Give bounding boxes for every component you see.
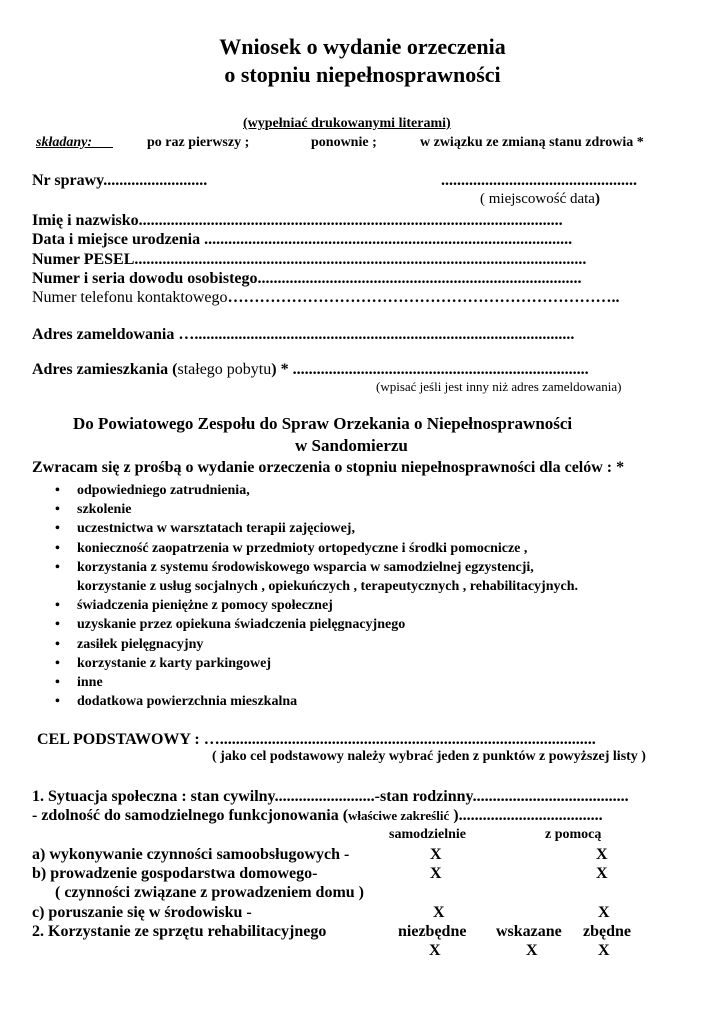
pesel-field: Numer PESEL................................................................................................................. — [32, 251, 587, 268]
col-with-help: z pomocą — [545, 827, 602, 842]
residence-note: (wpisać jeśli jest inny niż adres zameldowania) — [376, 379, 622, 394]
list-item: • konieczność zaopatrzenia w przedmioty ortopedyczne i środki pomocnicze , — [52, 539, 578, 558]
self-functioning-line: - zdolność do samodzielnego funkcjonowania (właściwe zakreślić ).................................... — [32, 807, 603, 824]
household-row: b) prowadzenie gospodarstwa domowego- — [32, 865, 318, 882]
main-purpose-note: ( jako cel podstawowy należy wybrać jeden z punktów z powyższej listy ) — [212, 749, 646, 764]
list-item: • zasiłek pielęgnacyjny — [52, 635, 578, 654]
household-note: ( czynności związane z prowadzeniem domu ) — [55, 884, 364, 901]
addressee-line2: w Sandomierzu — [295, 436, 408, 455]
submission-health-change: w związku ze zmianą stanu zdrowia * — [420, 135, 644, 150]
mobility-mark-independent: X — [433, 904, 445, 921]
list-item: • odpowiedniego zatrudnienia, — [52, 481, 578, 500]
col-independent: samodzielnie — [389, 827, 466, 842]
main-purpose-field: CEL PODSTAWOWY : ….............................................................................................. — [37, 731, 596, 748]
equipment-col-indicated: wskazane — [496, 923, 562, 940]
list-item: • inne — [52, 673, 578, 692]
mobility-row: c) poruszanie się w środowisku - — [32, 904, 252, 921]
self-care-mark-help: X — [596, 846, 608, 863]
addressee-line1: Do Powiatowego Zespołu do Spraw Orzekania o Niepełnosprawności — [73, 414, 573, 433]
purpose-list — [52, 481, 578, 711]
list-item: • dodatkowa powierzchnia mieszkalna — [52, 692, 578, 711]
equipment-mark-indicated: X — [526, 942, 538, 959]
case-number-field: Nr sprawy.......................... — [32, 172, 208, 189]
submission-label: składany: — [36, 135, 92, 150]
fill-instruction: (wypełniać drukowanymi literami) — [243, 116, 451, 131]
list-item: • uczestnictwa w warsztatach terapii zajęciowej, — [52, 519, 578, 538]
form-title-line1: Wniosek o wydanie orzeczenia — [219, 34, 506, 59]
list-item: • korzystania z systemu środowiskowego wsparcia w samodzielnej egzystencji, — [52, 558, 578, 577]
list-item: • uzyskanie przez opiekuna świadczenia pielęgnacyjnego — [52, 615, 578, 634]
list-item: • świadczenia pieniężne z pomocy społecznej — [52, 596, 578, 615]
submission-first-time: po raz pierwszy ; — [147, 135, 250, 150]
birth-field: Data i miejsce urodzenia ............................................................................................ — [32, 231, 573, 248]
household-mark-help: X — [596, 865, 608, 882]
household-mark-independent: X — [430, 865, 442, 882]
self-care-mark-independent: X — [430, 846, 442, 863]
equipment-row: 2. Korzystanie ze sprzętu rehabilitacyjnego — [32, 923, 327, 940]
form-title-line2: o stopniu niepełnosprawności — [224, 62, 501, 87]
registered-address-field: Adres zameldowania …............................................................................................... — [32, 326, 575, 343]
phone-field: Numer telefonu kontaktowego……………………………………………………………….. — [32, 289, 620, 306]
equipment-col-necessary: niezbędne — [398, 923, 467, 940]
residence-address-field: Adres zamieszkania (stałego pobytu) * .......................................................................... — [32, 361, 589, 378]
list-item: • szkolenie — [52, 500, 578, 519]
equipment-mark-unnecessary: X — [598, 942, 610, 959]
list-item: • korzystanie z karty parkingowej — [52, 654, 578, 673]
place-date-caption: ( miejscowość data) — [480, 191, 600, 207]
id-card-field: Numer i seria dowodu osobistego................................................................................. — [32, 270, 582, 287]
request-statement: Zwracam się z prośbą o wydanie orzeczenia o stopniu niepełnosprawności dla celów : * — [32, 459, 625, 476]
self-care-row: a) wykonywanie czynności samoobsługowych - — [32, 846, 350, 863]
social-status-line: 1. Sytuacja społeczna : stan cywilny.........................-stan rodzinny....................................... — [32, 788, 629, 805]
list-item: korzystanie z usług socjalnych , opiekuńczych , terapeutycznych , rehabilitacyjnych. — [77, 579, 579, 595]
submission-again: ponownie ; — [311, 135, 377, 150]
place-date-field: ................................................. — [441, 172, 637, 189]
equipment-mark-necessary: X — [429, 942, 441, 959]
name-field: Imię i nazwisko.......................................................................................................... — [32, 212, 563, 229]
mobility-mark-help: X — [598, 904, 610, 921]
equipment-col-unnecessary: zbędne — [583, 923, 631, 940]
